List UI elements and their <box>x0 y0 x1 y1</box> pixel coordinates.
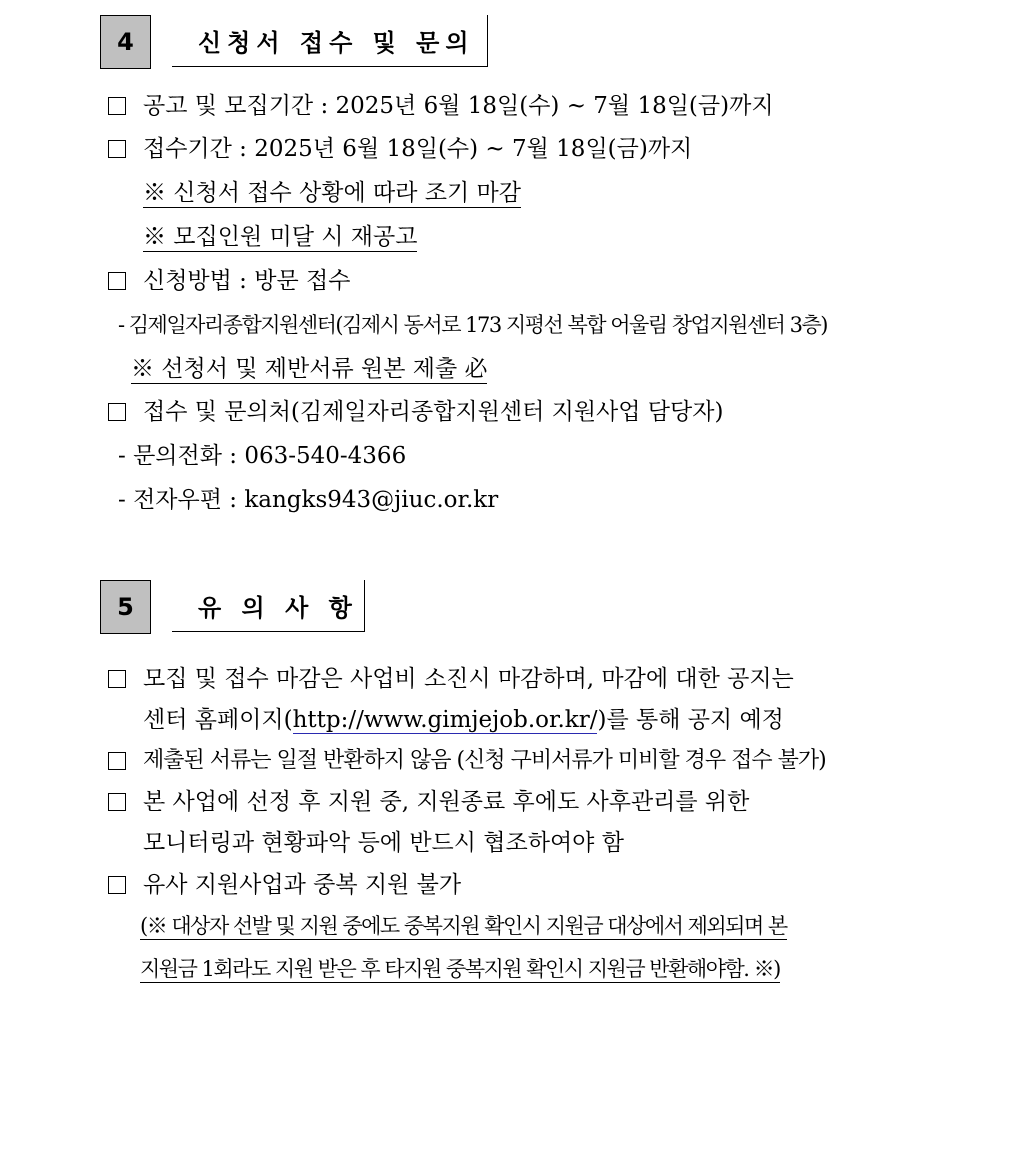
deadline-line: 모집 및 접수 마감은 사업비 소진시 마감하며, 마감에 대한 공지는 <box>143 666 794 692</box>
receipt-period-line: 접수기간 : 2025년 6월 18일(수) ~ 7월 18일(금)까지 <box>143 136 693 162</box>
email-line: - 전자우편 : kangks943@jiuc.or.kr <box>118 487 499 513</box>
re-announce-note: ※ 모집인원 미달 시 재공고 <box>143 224 418 250</box>
section-5-number: 5 <box>100 580 151 634</box>
checkbox-bullet-icon <box>108 876 126 894</box>
homepage-notice-line: 센터 홈페이지(http://www.gimjejob.or.kr/)를 통해 공지 예정 <box>143 707 784 733</box>
checkbox-bullet-icon <box>108 793 126 811</box>
early-close-note: ※ 신청서 접수 상황에 따라 조기 마감 <box>143 180 521 206</box>
monitoring-line: 모니터링과 현황파악 등에 반드시 협조하여야 함 <box>143 830 624 856</box>
section-4-title: 신청서 접수 및 문의 <box>172 15 488 67</box>
checkbox-bullet-icon <box>108 752 126 770</box>
recruit-period-line: 공고 및 모집기간 : 2025년 6월 18일(수) ~ 7월 18일(금)까지 <box>143 93 774 119</box>
checkbox-bullet-icon <box>108 140 126 158</box>
checkbox-bullet-icon <box>108 97 126 115</box>
original-docs-note: ※ 선청서 및 제반서류 원본 제출 必 <box>131 356 488 382</box>
checkbox-bullet-icon <box>108 670 126 688</box>
duplicate-support-line: 유사 지원사업과 중복 지원 불가 <box>143 872 462 898</box>
contact-line: 접수 및 문의처(김제일자리종합지원센터 지원사업 담당자) <box>143 399 724 425</box>
section-4-number: 4 <box>100 15 151 69</box>
apply-method-line: 신청방법 : 방문 접수 <box>143 268 351 294</box>
checkbox-bullet-icon <box>108 403 126 421</box>
checkbox-bullet-icon <box>108 272 126 290</box>
duplicate-note-line-2: 지원금 1회라도 지원 받은 후 타지원 중복지원 확인시 지원금 반환해야함. ※) <box>140 957 780 981</box>
aftercare-line: 본 사업에 선정 후 지원 중, 지원종료 후에도 사후관리를 위한 <box>143 789 750 815</box>
no-return-line: 제출된 서류는 일절 반환하지 않음 (신청 구비서류가 미비할 경우 접수 불가) <box>143 748 826 773</box>
section-5-title: 유 의 사 항 <box>172 580 365 632</box>
phone-line: - 문의전화 : 063-540-4366 <box>118 443 407 469</box>
center-address-line: - 김제일자리종합지원센터(김제시 동서로 173 지평선 복합 어울림 창업지원센터 3층) <box>118 313 827 337</box>
duplicate-note-line-1: (※ 대상자 선발 및 지원 중에도 중복지원 확인시 지원금 대상에서 제외되며 본 <box>140 914 787 938</box>
homepage-link[interactable]: http://www.gimjejob.or.kr/ <box>292 707 598 733</box>
